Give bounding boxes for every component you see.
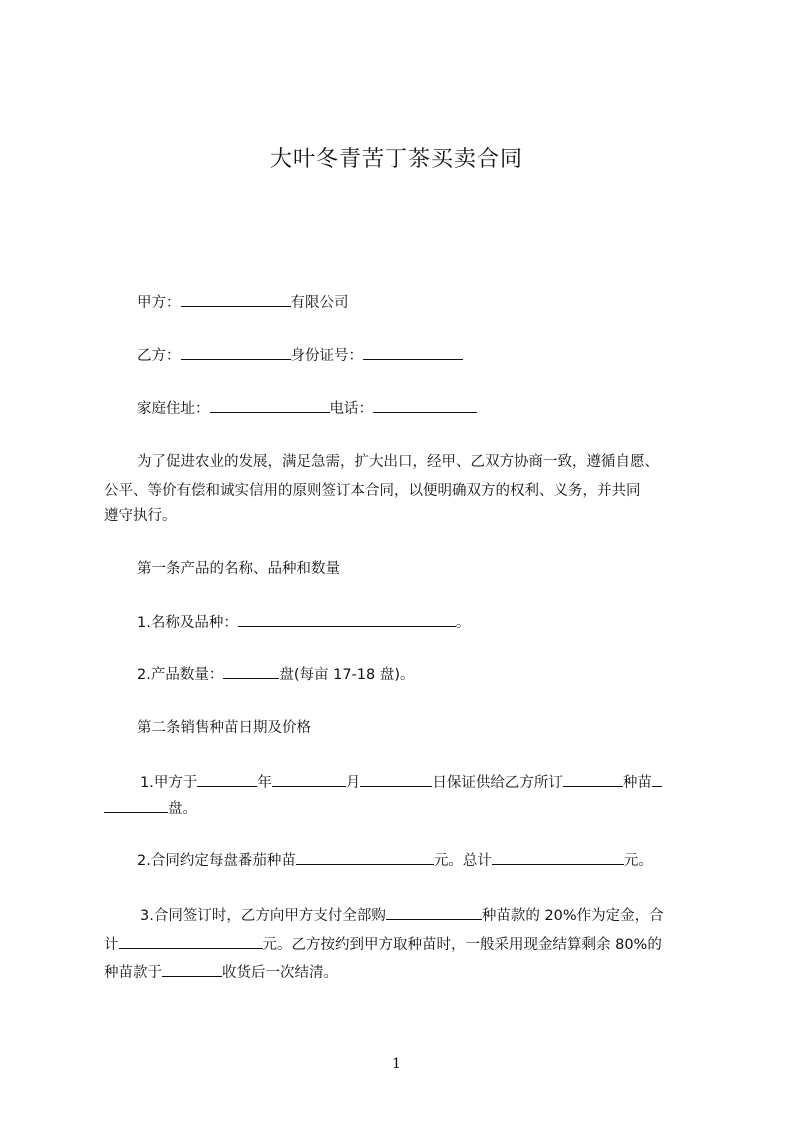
price-prefix: 2.合同约定每盘番茄种苗 <box>137 853 296 869</box>
article-2-item-3-line-3 <box>104 962 338 983</box>
plate-count-blank[interactable] <box>104 798 168 813</box>
preamble-line-2: 公平、等价有偿和诚实信用的原则签订本合同，以便明确双方的权利、义务，并共同 <box>104 483 641 499</box>
address-label: 家庭住址： <box>137 401 210 417</box>
article-1-heading: 第一条产品的名称、品种和数量 <box>137 561 340 577</box>
address-blank[interactable] <box>210 398 330 413</box>
article-2-item-2 <box>137 850 653 871</box>
party-b-label: 乙方： <box>137 348 181 364</box>
article-2-item-1-line-2 <box>104 798 197 819</box>
seedling-label: 种苗 <box>622 775 652 791</box>
name-variety-label: 1.名称及品种： <box>137 615 238 631</box>
name-variety-blank[interactable] <box>238 612 456 627</box>
article-1-item-1 <box>137 612 470 633</box>
settlement-date-blank[interactable] <box>162 962 222 977</box>
party-a-blank[interactable] <box>181 292 291 307</box>
party-a-label: 甲方： <box>137 295 181 311</box>
party-b-name-blank[interactable] <box>181 345 291 360</box>
article-2-heading: 第二条销售种苗日期及价格 <box>137 720 311 736</box>
supply-prefix: 1.甲方于 <box>140 775 198 791</box>
phone-blank[interactable] <box>373 398 477 413</box>
year-label: 年 <box>257 775 272 791</box>
total-price-blank[interactable] <box>492 850 624 865</box>
document-title: 大叶冬青苦丁茶买卖合同 <box>269 147 523 172</box>
year-blank[interactable] <box>197 772 257 787</box>
quantity-suffix: 盘(每亩 17-18 盘)。 <box>279 667 415 683</box>
settlement-prefix: 种苗款于 <box>104 965 162 981</box>
deposit-mid: 种苗款的 20%作为定金，合 <box>481 908 664 924</box>
id-number-blank[interactable] <box>363 345 463 360</box>
quantity-blank[interactable] <box>223 664 279 679</box>
deposit-total-label: 计 <box>104 937 119 953</box>
article-2-item-3-line-2 <box>104 934 662 955</box>
id-number-label: 身份证号： <box>290 348 363 364</box>
party-a-suffix: 有限公司 <box>290 295 349 311</box>
purchase-variety-blank[interactable] <box>386 905 482 920</box>
deposit-total-blank[interactable] <box>119 934 263 949</box>
deposit-prefix: 3.合同签订时，乙方向甲方支付全部购 <box>140 908 386 924</box>
party-b-line <box>137 345 463 366</box>
address-line <box>137 398 477 419</box>
day-text: 日保证供给乙方所订 <box>432 775 563 791</box>
plate-count-blank-start[interactable] <box>652 772 662 787</box>
total-label: 元。总计 <box>433 853 492 869</box>
preamble-line-3: 遵守执行。 <box>104 508 177 524</box>
month-label: 月 <box>345 775 361 791</box>
phone-label: 电话： <box>329 401 373 417</box>
settlement-suffix: 收货后一次结清。 <box>222 965 338 981</box>
quantity-label: 2.产品数量： <box>137 667 224 683</box>
yuan-label: 元。 <box>623 853 653 869</box>
page-number: 1 <box>392 1056 401 1072</box>
article-1-item-2 <box>137 664 415 685</box>
preamble-line-1: 为了促进农业的发展，满足急需，扩大出口，经甲、乙双方协商一致，遵循自愿、 <box>137 454 659 470</box>
unit-price-blank[interactable] <box>296 850 434 865</box>
plate-label: 盘。 <box>168 801 197 817</box>
day-blank[interactable] <box>360 772 432 787</box>
item-1-end-mark: 。 <box>455 615 471 631</box>
month-blank[interactable] <box>272 772 346 787</box>
article-2-item-3-line-1 <box>140 905 664 926</box>
deposit-rest: 元。乙方按约到甲方取种苗时，一般采用现金结算剩余 80%的 <box>262 937 662 953</box>
article-2-item-1-line-1 <box>140 772 662 793</box>
party-a-line <box>137 292 349 313</box>
seedling-variety-blank[interactable] <box>563 772 623 787</box>
